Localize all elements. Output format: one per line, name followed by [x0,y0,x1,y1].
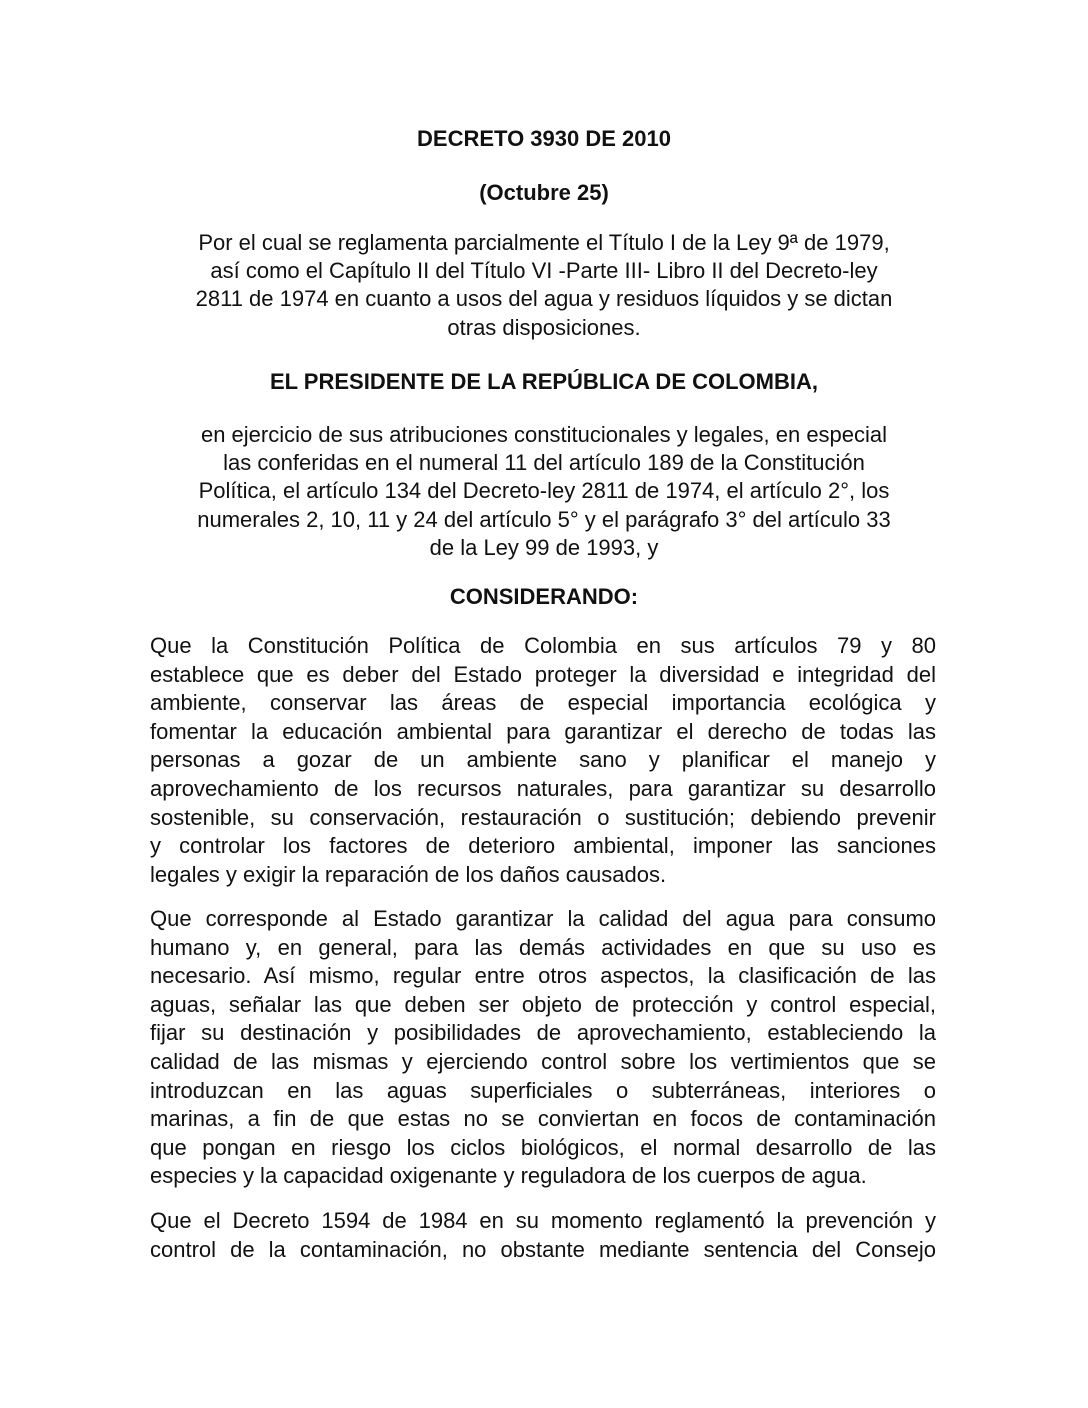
preamble-line: en ejercicio de sus atribuciones constitucionales y legales, en especial [200,422,888,447]
paragraph-line: humano y, en general, para las demás actividades en que su uso es [150,934,936,960]
paragraph-2 [150,905,936,1191]
paragraph-line: y controlar los factores de deterioro ambiental, imponer las sanciones [150,833,936,859]
paragraph-line: establece que es deber del Estado proteger la diversidad e integridad del [150,661,936,687]
subtitle-line: así como el Capítulo II del Título VI -Parte III- Libro II del Decreto-ley [210,258,878,284]
paragraph-line: fomentar la educación ambiental para garantizar el derecho de todas las [150,718,936,744]
preamble-line: las conferidas en el numeral 11 del artículo 189 de la Constitución [223,450,865,476]
paragraph-line: Que corresponde al Estado garantizar la calidad del agua para consumo [150,906,936,931]
preamble-line: numerales 2, 10, 11 y 24 del artículo 5° y el parágrafo 3° del artículo 33 [197,506,891,532]
paragraph-line: fijar su destinación y posibilidades de aprovechamiento, estableciendo la [150,1020,936,1046]
paragraph-line: calidad de las mismas y ejerciendo control sobre los vertimientos que se [150,1048,936,1074]
decree-title: DECRETO 3930 DE 2010 [417,126,671,151]
paragraph-line: marinas, a fin de que estas no se conviertan en focos de contaminación [150,1106,936,1132]
paragraph-line: introduzcan en las aguas superficiales o subterráneas, interiores o [150,1077,936,1103]
paragraph-line: aprovechamiento de los recursos naturales, para garantizar su desarrollo [150,775,936,801]
paragraph-line: control de la contaminación, no obstante mediante sentencia del Consejo [150,1236,936,1262]
subtitle-line: Por el cual se reglamenta parcialmente el Título I de la Ley 9ª de 1979, [198,230,890,255]
paragraph-3 [150,1207,936,1264]
preamble-line: Política, el artículo 134 del Decreto-ley 2811 de 1974, el artículo 2°, los [198,478,890,504]
paragraph-line: legales y exigir la reparación de los daños causados. [150,861,667,887]
paragraph-line: personas a gozar de un ambiente sano y planificar el manejo y [150,747,936,773]
subtitle-line: 2811 de 1974 en cuanto a usos del agua y residuos líquidos y se dictan [195,286,893,312]
paragraph-line: que pongan en riesgo los ciclos biológicos, el normal desarrollo de las [150,1134,936,1160]
paragraph-line: necesario. Así mismo, regular entre otros aspectos, la clasificación de las [150,963,936,989]
president-heading: EL PRESIDENTE DE LA REPÚBLICA DE COLOMBIA, [269,369,818,394]
paragraph-line: ambiente, conservar las áreas de especial importancia ecológica y [150,690,936,716]
paragraph-1 [150,632,936,889]
preamble-line: de la Ley 99 de 1993, y [429,534,659,560]
decree-subtitle [150,229,938,342]
paragraph-line: aguas, señalar las que deben ser objeto de protección y control especial, [150,991,936,1017]
paragraph-line: especies y la capacidad oxigenante y reguladora de los cuerpos de agua. [150,1163,867,1189]
paragraph-line: sostenible, su conservación, restauración o sustitución; debiendo prevenir [150,804,936,830]
decree-date: (Octubre 25) [479,180,609,205]
preamble [150,421,938,562]
subtitle-line: otras disposiciones. [447,314,641,340]
paragraph-line: Que la Constitución Política de Colombia en sus artículos 79 y 80 [150,633,936,658]
paragraph-line: Que el Decreto 1594 de 1984 en su momento reglamentó la prevención y [150,1208,936,1233]
considerando-heading: CONSIDERANDO: [449,584,639,609]
